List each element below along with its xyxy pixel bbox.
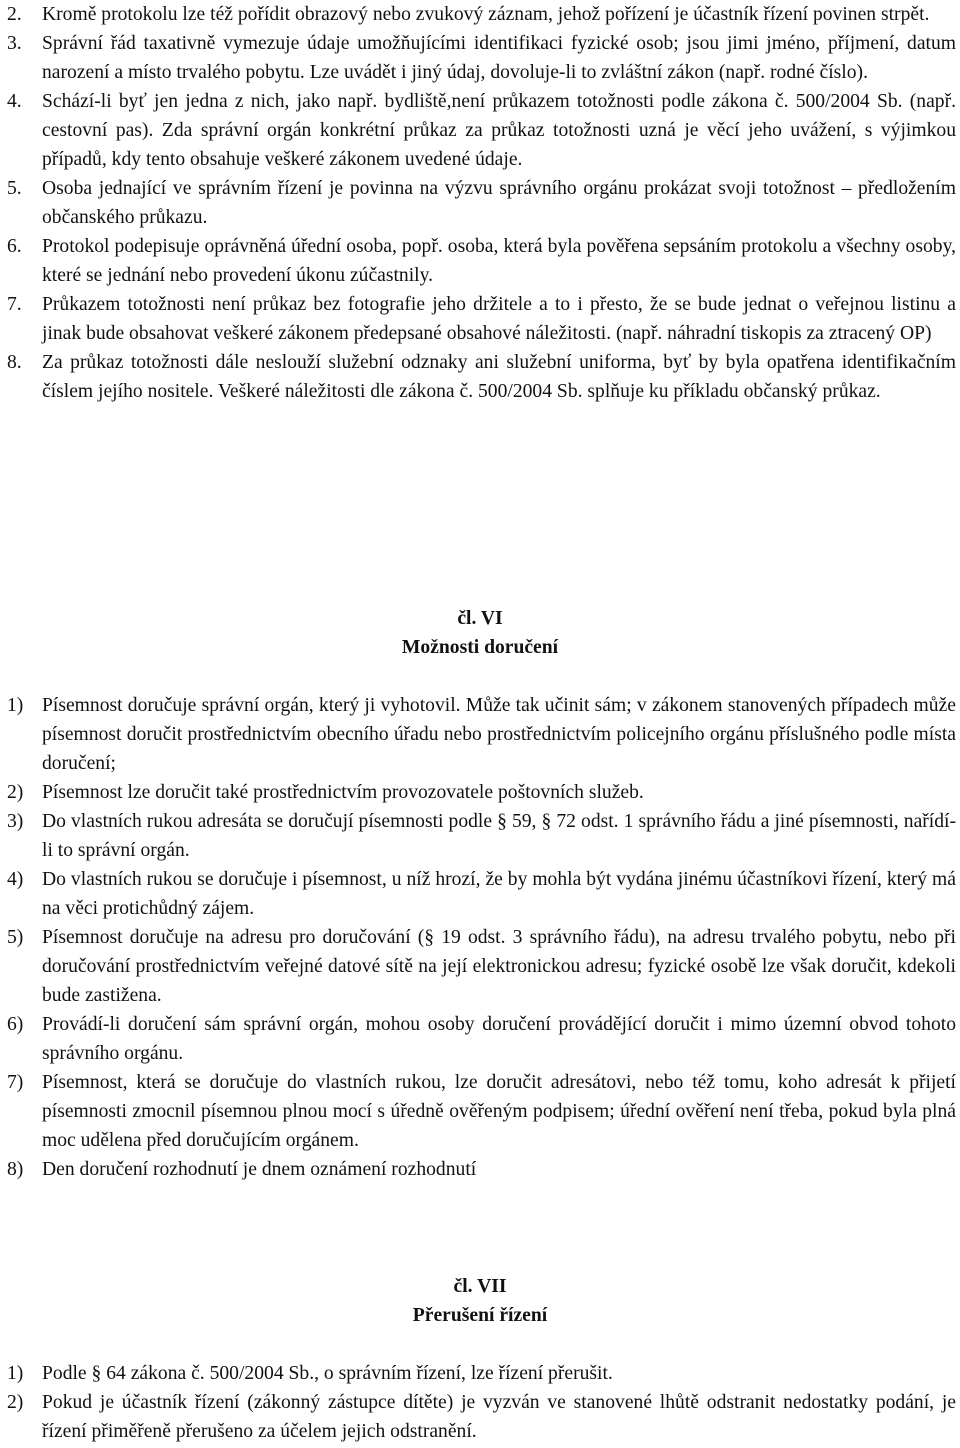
list-item	[0, 174, 960, 232]
item-text: Písemnost lze doručit také prostřednictvím provozovatele poštovních služeb.	[42, 782, 644, 803]
item-text: Pokud je účastník řízení (zákonný zástupce dítěte) je vyzván ve stanovené lhůtě odstranit nedostatky podání, je řízení přiměřeně přerušeno za účelem jejich odstranění.	[42, 1392, 956, 1442]
item-text: Správní řád taxativně vymezuje údaje umožňujícími identifikaci fyzické osob; jsou jimi jméno, příjmení, datum narození a místo trvalého pobytu. Lze uvádět i jiný údaj, dovoluje-li to zvláštní zákon (např. rodné číslo).	[42, 33, 956, 83]
item-text: Provádí-li doručení sám správní orgán, mohou osoby doručení provádějící doručit i mimo územní obvod tohoto správního orgánu.	[42, 1014, 956, 1064]
list-item	[0, 1010, 960, 1068]
list-item	[0, 232, 960, 290]
article-number: čl. VI	[457, 608, 503, 629]
item-number: 6.	[7, 236, 22, 257]
list-item	[0, 923, 960, 1010]
list-item	[0, 778, 960, 807]
item-text: Den doručení rozhodnutí je dnem oznámení rozhodnutí	[42, 1159, 477, 1180]
item-text: Za průkaz totožnosti dále neslouží služební odznaky ani služební uniforma, byť by byla opatřena identifikačním číslem jejího nositele. Veškeré náležitosti dle zákona č. 500/2004 Sb. splňuje ku příkladu občanský průkaz.	[42, 352, 956, 402]
list-item	[0, 865, 960, 923]
item-number: 8)	[7, 1159, 24, 1180]
item-number: 4)	[7, 869, 24, 890]
list-item	[0, 1155, 960, 1184]
list-item	[0, 348, 960, 406]
list-item	[0, 1388, 960, 1446]
item-text: Osoba jednající ve správním řízení je povinna na výzvu správního orgánu prokázat svoji totožnost – předložením občanského průkazu.	[42, 178, 956, 228]
item-number: 4.	[7, 91, 22, 112]
article-number: čl. VII	[453, 1276, 507, 1297]
item-number: 5.	[7, 178, 22, 199]
item-text: Písemnost doručuje správní orgán, který ji vyhotovil. Může tak učinit sám; v zákonem stanovených případech může písemnost doručit prostřednictvím obecního úřadu nebo prostřednictvím policejního orgánu příslušného podle místa doručení;	[42, 695, 956, 774]
list-top	[0, 0, 960, 406]
item-text: Písemnost doručuje na adresu pro doručování (§ 19 odst. 3 správního řádu), na adresu trvalého pobytu, nebo při doručování prostřednictvím veřejné datové sítě na její elektronickou adresu; fyzické osobě lze však doručit, kdekoli bude zastižena.	[42, 927, 956, 1006]
list-item	[0, 1068, 960, 1155]
list-item	[0, 87, 960, 174]
item-text: Písemnost, která se doručuje do vlastních rukou, lze doručit adresátovi, nebo též tomu, koho adresát k přijetí písemnosti zmocnil písemnou plnou mocí s úředně ověřeným podpisem; úřední ověření není třeba, pokud byla plná moc udělena před doručujícím orgánem.	[42, 1072, 956, 1151]
list-item	[0, 691, 960, 778]
item-text: Průkazem totožnosti není průkaz bez fotografie jeho držitele a to i přesto, že se bude jednat o veřejnou listinu a jinak bude obsahovat veškeré zákonem předepsané obsahové náležitosti. (např. náhradní tiskopis za ztracený OP)	[42, 294, 956, 344]
section-vii-heading	[0, 1272, 960, 1330]
item-text: Do vlastních rukou se doručuje i písemnost, u níž hrozí, že by mohla být vydána jinému účastníkovi řízení, který má na věci protichůdný zájem.	[42, 869, 956, 919]
item-text: Schází-li byť jen jedna z nich, jako např. bydliště,není průkazem totožnosti podle zákona č. 500/2004 Sb. (např. cestovní pas). Zda správní orgán konkrétní průkaz za průkaz totožnosti uzná je věcí jeho uvážení, s výjimkou případů, kdy tento obsahuje veškeré zákonem uvedené údaje.	[42, 91, 956, 170]
item-text: Do vlastních rukou adresáta se doručují písemnosti podle § 59, § 72 odst. 1 správního řádu a jiné písemnosti, nařídí-li to správní orgán.	[42, 811, 956, 861]
item-number: 6)	[7, 1014, 24, 1035]
section-title: Přerušení řízení	[412, 1305, 548, 1326]
list-section-vi	[0, 691, 960, 1184]
item-number: 7)	[7, 1072, 24, 1093]
list-item	[0, 1359, 960, 1388]
list-item	[0, 290, 960, 348]
list-item	[0, 807, 960, 865]
item-number: 3.	[7, 33, 22, 54]
list-item	[0, 0, 960, 29]
item-number: 3)	[7, 811, 24, 832]
item-text: Kromě protokolu lze též pořídit obrazový nebo zvukový záznam, jehož pořízení je účastník řízení povinen strpět.	[42, 4, 930, 25]
list-section-vii	[0, 1359, 960, 1446]
item-text: Podle § 64 zákona č. 500/2004 Sb., o správním řízení, lze řízení přerušit.	[42, 1363, 613, 1384]
list-item	[0, 29, 960, 87]
item-number: 2)	[7, 782, 24, 803]
item-text: Protokol podepisuje oprávněná úřední osoba, popř. osoba, která byla pověřena sepsáním protokolu a všechny osoby, které se jednání nebo provedení úkonu zúčastnily.	[42, 236, 956, 286]
item-number: 1)	[7, 695, 24, 716]
item-number: 1)	[7, 1363, 24, 1384]
item-number: 5)	[7, 927, 24, 948]
item-number: 2)	[7, 1392, 24, 1413]
item-number: 8.	[7, 352, 22, 373]
item-number: 2.	[7, 4, 22, 25]
item-number: 7.	[7, 294, 22, 315]
section-vi-heading	[0, 604, 960, 662]
section-title: Možnosti doručení	[401, 637, 559, 658]
